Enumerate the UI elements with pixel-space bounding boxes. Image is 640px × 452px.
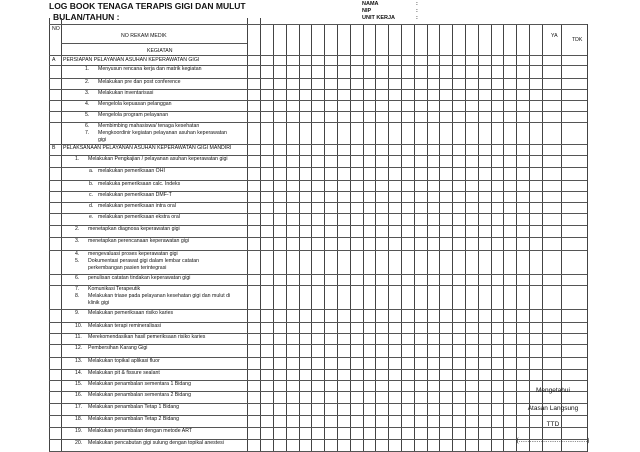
row-marker: 15. <box>75 381 83 387</box>
grid-line <box>61 18 62 452</box>
signature-name-line: (......................................) <box>516 437 590 444</box>
row-marker: 6. <box>75 275 80 281</box>
row-marker: d. <box>89 203 94 209</box>
row-marker: 6. <box>85 123 90 129</box>
grid-line <box>49 24 587 25</box>
col-rekam-medik-header: NO REKAM MEDIK <box>121 33 167 39</box>
activity-text: Komunikasi Terapeutik <box>88 286 141 292</box>
row-marker: 9. <box>75 310 80 316</box>
row-marker: 4. <box>75 251 80 257</box>
activity-text: Melakukan penambalan dengan metode ART <box>88 428 193 434</box>
row-marker: 3. <box>85 90 90 96</box>
activity-text: Melakukan penambalan sementara 2 Bidang <box>88 392 191 398</box>
activity-text: Merekomendasikan hasil pemeriksaan risiko karies <box>88 334 206 340</box>
row-marker: 17. <box>75 404 83 410</box>
activity-text: penulisan catatan tindakan keperawatan gigi <box>88 275 191 281</box>
col-tdk-header: TDK <box>572 37 583 43</box>
row-line <box>49 451 587 452</box>
activity-text: menetapkan diagnosa keperawatan gigi <box>88 226 180 232</box>
activity-text: melakuka pemeriksaan calc. Indeks <box>98 181 181 187</box>
activity-text: Melakukan topikal aplikasi fluor <box>88 358 160 364</box>
activity-text: Melakukan terapi remineralisasi <box>88 323 161 329</box>
activity-text: melakukan pemeriksaan ekstra oral <box>98 214 180 220</box>
row-marker: 11. <box>75 334 82 340</box>
activity-text: Melakukan penambalan sementara 1 Bidang <box>88 381 191 387</box>
col-ya-header: YA <box>551 33 558 39</box>
activity-text: mengevaluasi proses keperawatan gigi <box>88 251 178 257</box>
row-marker: 7. <box>85 130 90 136</box>
row-marker: A <box>52 56 56 63</box>
period-label: BULAN/TAHUN : <box>53 12 120 22</box>
row-marker: 5. <box>75 258 80 264</box>
activity-text: Melakukan pemeriksaan risiko karies <box>88 310 174 316</box>
row-marker: 19. <box>75 428 83 434</box>
name-colon: : <box>416 1 418 7</box>
activity-text-cont: klinik gigi <box>88 299 110 306</box>
activity-text: Mengelola kepuasan pelanggan <box>98 101 172 107</box>
row-marker: 20. <box>75 440 83 446</box>
activity-text: PELAKSANAAN PELAYANAN ASUHAN KEPERAWATAN GIGI MANDIRI <box>63 145 232 151</box>
grid-line <box>260 18 261 452</box>
row-marker: e. <box>89 214 94 220</box>
activity-text: Melakukan pre dan post conference <box>98 79 181 85</box>
activity-text: PERSIAPAN PELAYANAN ASUHAN KEPERAWATAN GIGI <box>63 56 200 63</box>
activity-text-cont: gigi <box>98 136 107 143</box>
row-marker: 5. <box>85 112 90 118</box>
row-marker: 13. <box>75 358 83 364</box>
signature-ttd: TTD <box>546 421 560 428</box>
grid-line <box>61 43 247 44</box>
row-marker: b. <box>89 181 94 187</box>
activity-text: Melakukan Pengkajian / pelayanan asuhan keperawatan gigi <box>88 156 228 162</box>
col-kegiatan-header: KEGIATAN <box>147 48 173 54</box>
unit-label: UNIT KERJA <box>362 15 396 21</box>
row-marker: 10. <box>75 323 83 329</box>
activity-text: Mengkoordinir kegiatan pelayanan asuhan keperawatan <box>98 130 227 136</box>
name-label: NAMA <box>362 1 379 7</box>
activity-text: Melakukan inventarisasi <box>98 90 154 96</box>
nip-label: NIP <box>362 8 372 14</box>
signature-title: Atasan Langsung <box>527 405 579 412</box>
row-marker: 8. <box>75 293 80 299</box>
signature-known: Mengetahui <box>536 387 570 394</box>
activity-text: Melakukan penambalan Tetap 1 Bidang <box>88 404 180 410</box>
activity-text: Membimbing mahasiswa/ tenaga kesehatan <box>98 123 200 129</box>
row-marker: 3. <box>75 238 80 244</box>
nip-colon: : <box>416 8 418 14</box>
activity-text: Melakukan triase pada pelayanan kesehatan gigi dan mulut di <box>88 293 231 299</box>
row-marker: c. <box>89 192 94 198</box>
activity-text: Melakukan penambalan Tetap 2 Bidang <box>88 416 180 422</box>
grid-line <box>247 18 248 452</box>
row-marker: a. <box>89 168 94 174</box>
activity-text: Mengelola program pelayanan <box>98 112 169 118</box>
row-marker: 1. <box>75 156 80 162</box>
activity-text: Pembersihan Karang Gigi <box>88 345 148 351</box>
activity-text-cont: perkembangan pasien terintegrasi <box>88 264 167 271</box>
row-marker: 7. <box>75 286 80 292</box>
row-marker: 18. <box>75 416 83 422</box>
page-title: LOG BOOK TENAGA TERAPIS GIGI DAN MULUT <box>49 1 246 11</box>
activity-text: menetapkan perencanaan keperawatan gigi <box>88 238 189 244</box>
col-no-header: NO <box>52 26 60 32</box>
row-marker: 2. <box>75 226 80 232</box>
row-marker: 4. <box>85 101 90 107</box>
row-marker: 16. <box>75 392 83 398</box>
activity-text: melakukan pemeriksaan DMF-T <box>98 192 172 198</box>
row-marker: 14. <box>75 370 83 376</box>
activity-text: Melakukan pit & fissure sealant <box>88 370 160 376</box>
activity-text: Dokumentasi perawat gigi dalam lembar catatan <box>88 258 200 264</box>
grid-line <box>49 18 50 452</box>
row-marker: 1. <box>85 66 90 72</box>
row-marker: 12. <box>75 345 83 351</box>
activity-text: Melakukan pencabutan gigi sulung dengan topikal anestesi <box>88 440 224 446</box>
unit-colon: : <box>416 15 418 21</box>
row-marker: 2. <box>85 79 90 85</box>
activity-text: melakukan pemeriksaan OHI <box>98 168 165 174</box>
row-marker: B <box>52 145 56 151</box>
activity-text: melakukan pemeriksaan intra oral <box>98 203 176 209</box>
activity-text: Menyusun rencana kerja dan matrik kegiatan <box>98 66 202 72</box>
